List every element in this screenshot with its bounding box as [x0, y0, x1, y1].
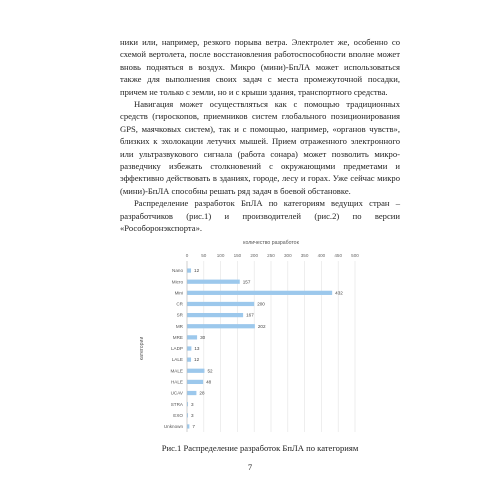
- value-label: 200: [257, 301, 265, 307]
- category-label: EXO: [173, 412, 183, 418]
- x-tick-label: 250: [267, 253, 275, 258]
- value-label: 202: [257, 323, 266, 329]
- bar: [187, 302, 254, 306]
- body-text: [120, 36, 400, 235]
- x-tick-label: 100: [216, 253, 225, 258]
- x-tick-label: 400: [317, 253, 326, 258]
- bar: [187, 268, 191, 272]
- x-tick-label: 0: [185, 253, 189, 258]
- x-axis-label: количество разработок: [243, 240, 299, 246]
- chart-svg: [137, 235, 367, 435]
- x-tick-label: 300: [283, 253, 292, 258]
- page-number: 7: [247, 462, 253, 472]
- bar: [187, 369, 204, 373]
- value-label: 157: [242, 279, 251, 285]
- value-label: 28: [199, 390, 205, 396]
- category-label: LADP: [170, 346, 183, 352]
- bar: [187, 335, 197, 339]
- bar: [187, 380, 203, 384]
- paragraph-1: ники или, например, резкого порыва ветра. Электролет же, особенно со схемой вертолета, после восстановления работоспособности вполне может вновь подняться в воздух. Микро (мини)-БпЛА может использоваться также для выполнения своих задач с места промежуточной посадки, причем не только с земли, но и с крыши здания, транспортного средства.: [120, 37, 400, 97]
- bar: [187, 291, 332, 295]
- bar: [187, 346, 191, 350]
- value-label: 7: [192, 424, 195, 430]
- paragraph-2: Навигация может осуществляться как с помощью традиционных средств (гироскопов, приемников систем глобального позиционирования GPS, маячковых систем), так и с помощью, например, «органов чувств», близких к эхолокации летучих мышей. Прием отраженного электронного или ультразвукового сигнала (работа сонара) может позволить микро-разведчику избежать столкновений с окружающими предметами и эффективно действовать в зданиях, городе, лесу и горах. Уже сейчас микро (мини)-БпЛА способны решать ряд задач в боевой обстановке.: [120, 99, 400, 196]
- category-label: Unknown: [163, 424, 183, 430]
- category-label: CR: [176, 301, 183, 307]
- x-tick-label: 350: [300, 253, 309, 258]
- bar-chart: [137, 235, 367, 435]
- value-label: 3: [191, 401, 194, 407]
- category-label: STRA: [170, 401, 183, 407]
- value-label: 13: [194, 346, 200, 352]
- bar: [187, 358, 191, 362]
- category-label: SR: [176, 312, 183, 318]
- value-label: 30: [200, 334, 206, 340]
- category-label: MR: [175, 323, 183, 329]
- bar: [187, 424, 189, 428]
- category-label: HALE: [170, 379, 183, 385]
- value-label: 167: [246, 312, 254, 318]
- bar: [187, 324, 255, 328]
- category-label: Micro: [171, 279, 183, 285]
- figure-caption: Рис.1 Распределение разработок БпЛА по категориям: [161, 443, 359, 453]
- category-label: Nano: [172, 268, 183, 274]
- category-label: Mini: [174, 290, 183, 296]
- category-label: MRE: [172, 334, 183, 340]
- value-label: 48: [206, 379, 212, 385]
- value-label: 52: [207, 368, 213, 374]
- x-tick-label: 50: [201, 253, 207, 258]
- y-axis-label: категории: [139, 336, 145, 361]
- value-label: 12: [194, 357, 200, 363]
- value-label: 12: [194, 268, 200, 274]
- x-tick-label: 150: [233, 253, 242, 258]
- bar: [187, 391, 196, 395]
- category-label: UCAV: [170, 390, 183, 396]
- x-tick-label: 200: [250, 253, 259, 258]
- paragraph-3: Распределение разработок БпЛА по категориям ведущих стран – разработчиков (рис.1) и производителей (рис.2) по версии «Рособоронэкспорта».: [120, 198, 400, 234]
- bar: [187, 280, 240, 284]
- x-tick-label: 500: [351, 253, 359, 258]
- category-label: LALE: [171, 357, 183, 363]
- bar: [187, 313, 243, 317]
- category-label: MALE: [170, 368, 183, 374]
- value-label: 3: [191, 412, 194, 418]
- value-label: 432: [335, 290, 343, 296]
- x-tick-label: 450: [334, 253, 343, 258]
